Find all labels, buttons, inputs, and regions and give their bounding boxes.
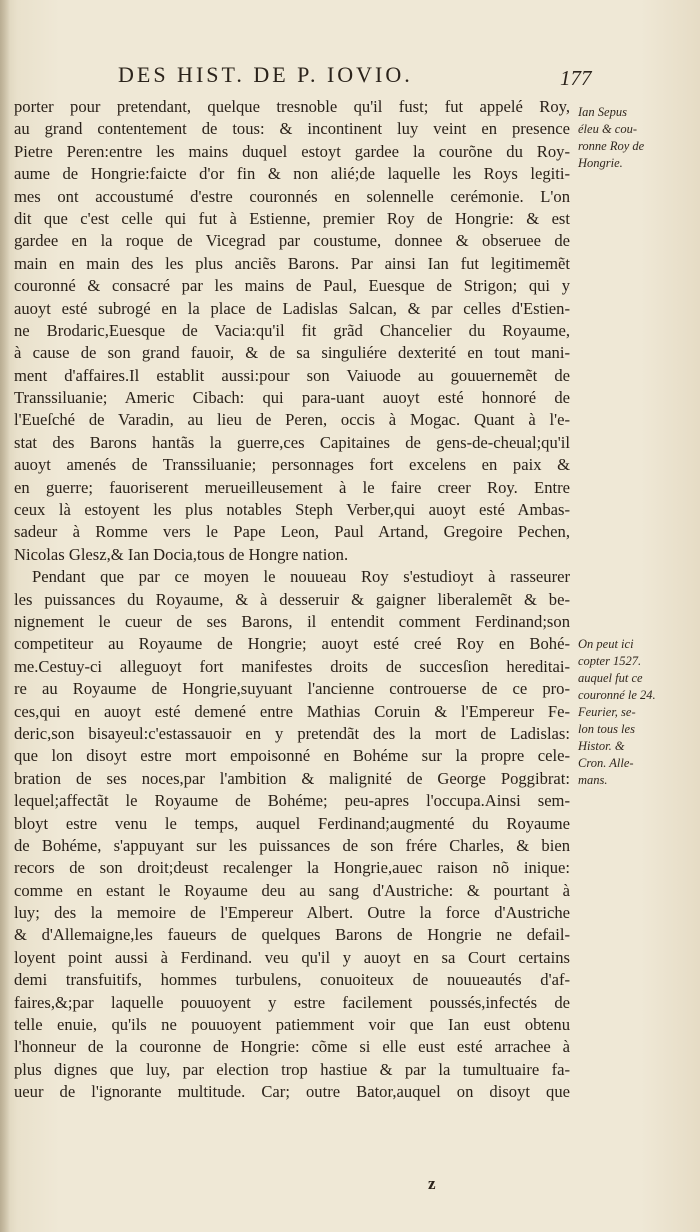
text-line: plus dignes que luy, par election trop hastiue & par la tumultuaire fa- <box>14 1059 570 1079</box>
text-line: stat des Barons hantãs la guerre,ces Capitaines de gens-de-cheual;qu'il <box>14 432 570 452</box>
text-line: Pendant que par ce moyen le nouueau Roy s'estudioyt à rasseurer <box>32 567 570 587</box>
text-line: faires,&;par laquelle pouuoyent y estre facilement poussés,infectés de <box>14 992 570 1012</box>
text-line: que lon disoyt estre mort empoisonné en Bohéme sur la propre cele- <box>14 746 570 766</box>
text-line: gardee en la roque de Vicegrad par coustume, donnee & obseruee de <box>14 231 570 251</box>
text-line: recors de son droit;deust recalenger la Hongrie,auec raison nõ inique: <box>14 858 570 878</box>
margin-note-line: Hongrie. <box>578 156 623 170</box>
text-line: au grand contentement de tous: & incontinent luy veint en presence <box>14 119 570 139</box>
text-line: main en main des les plus anciẽs Barons. Par ainsi Ian fut legitimemẽt <box>14 253 570 273</box>
text-line: bration de ses noces,par l'ambition & malignité de George Poggibrat: <box>14 768 570 788</box>
text-line: ceux là estoyent les plus notables Steph Verber,qui auoyt esté Ambas- <box>14 500 570 520</box>
text-line: l'honneur de la couronne de Hongrie: cõme si elle eust esté arrachee à <box>14 1037 570 1057</box>
text-line: à cause de son grand fauoir, & de sa singuliére dexterité en tout mani- <box>14 343 570 363</box>
text-line: deric,son bisayeul:c'estassauoir en y pretendãt des la mort de Ladislas: <box>14 723 570 743</box>
text-line: Nicolas Glesz,& Ian Docia,tous de Hongre nation. <box>14 544 349 564</box>
text-line: en guerre; fauoriserent merueilleusement à le faire creer Roy. Entre <box>14 477 570 497</box>
text-line: porter pour pretendant, quelque tresnoble qu'il fust; fut appelé Roy, <box>14 97 570 116</box>
margin-note-line: lon tous les <box>578 722 635 736</box>
text-line: les puissances du Royaume, & à desseruir & gaigner liberalemẽt & be- <box>14 589 570 609</box>
running-head: DES HIST. DE P. IOVIO. <box>118 62 413 87</box>
margin-note-line: copter 1527. <box>578 654 642 668</box>
text-line: Pietre Peren:entre les mains duquel estoyt gardee la courõne du Roy- <box>14 141 570 161</box>
text-line: ueur de l'ignorante multitude. Car; outre Bator,auquel on disoyt que <box>14 1082 570 1102</box>
margin-note-line: éleu & cou- <box>578 122 638 136</box>
gutter-shadow <box>0 0 10 1232</box>
text-line: couronné & consacré par les mains de Paul, Euesque de Strigon; qui y <box>14 276 570 296</box>
text-line: me.Cestuy-ci alleguoyt fort manifestes droits de succesſion hereditai- <box>14 656 570 676</box>
margin-note-line: ronne Roy de <box>578 139 645 153</box>
text-line: Transsiluanie; Americ Cibach: qui para-uant auoyt esté honnoré de <box>14 388 570 408</box>
text-line: luy; des la memoire de l'Empereur Albert. Outre la force d'Austriche <box>14 903 570 923</box>
text-line: re au Royaume de Hongrie,suyuant l'ancienne controuerse de ce pro- <box>14 679 570 699</box>
margin-note-line: Ian Sepus <box>578 105 627 119</box>
text-line: de Bohéme, s'appuyant sur les puissances de son frére Charles, & bien <box>14 835 570 855</box>
margin-note-line: Cron. Alle- <box>578 756 634 770</box>
text-line: comme en estant le Royaume deu au sang d'Austriche: & pourtant à <box>14 880 570 900</box>
text-line: bloyt estre venu le temps, auquel Ferdinand;augmenté du Royaume <box>14 813 570 833</box>
text-line: demi transfuitifs, hommes turbulens, conuoiteux de nouueautés d'af- <box>14 970 570 990</box>
text-line: nignement le cueur de ses Barons, il entendit comment Ferdinand;son <box>14 611 570 631</box>
page-number: 177 <box>560 66 592 90</box>
text-line: competiteur au Royaume de Hongrie; auoyt esté creé Roy en Bohé- <box>14 634 570 654</box>
text-line: auoyt esté subrogé en la place de Ladislas Salcan, & par celles d'Estien- <box>14 298 570 318</box>
text-line: l'Eueſché de Varadin, au lieu de Peren, occis à Mogac. Quant à l'e- <box>14 410 570 430</box>
signature-mark: z <box>428 1174 436 1193</box>
margin-note-line: Histor. & <box>578 739 625 753</box>
margin-note <box>578 636 694 789</box>
text-line: auoyt amenés de Transsiluanie; personnages fort excelens en paix & <box>14 455 570 475</box>
text-line: ces,qui en auoyt esté demené entre Mathias Coruin & l'Empereur Fe- <box>14 701 570 721</box>
margin-note <box>578 104 694 172</box>
text-line: mes ont accoustumé d'estre couronnés en solennelle cerémonie. L'on <box>14 186 570 206</box>
text-line: ne Brodaric,Euesque de Vacia:qu'il fit grãd Chancelier du Royaume, <box>14 320 570 340</box>
main-text-block <box>14 96 570 1104</box>
margin-note-line: auquel fut ce <box>578 671 643 685</box>
text-line: telle enuie, qu'ils ne pouuoyent patiemment voir que Ian eust obtenu <box>14 1015 570 1035</box>
text-line: loyent point aussi à Ferdinand. veu qu'il y auoyt en sa Court certains <box>14 947 570 967</box>
text-line: aume de Hongrie:faicte d'or fin & non alié;de laquelle les Roys legiti- <box>14 164 570 184</box>
margin-note-line: mans. <box>578 773 608 787</box>
margin-note-line: couronné le 24. <box>578 688 656 702</box>
text-line: dit que c'est celle qui fut à Estienne, premier Roy de Hongrie: & est <box>14 208 570 228</box>
text-line: sadeur à Romme vers le Pape Leon, Paul Artand, Gregoire Pechen, <box>14 522 570 542</box>
text-line: ment d'affaires.Il establit aussi:pour son Vaiuode au gouuernemẽt de <box>14 365 570 385</box>
text-line: & d'Allemaigne,les faueurs de quelques Barons de Hongrie ne defail- <box>14 925 570 945</box>
text-line: lequel;affectãt le Royaume de Bohéme; peu-apres l'occupa.Ainsi sem- <box>14 791 570 811</box>
margin-note-line: On peut ici <box>578 637 634 651</box>
margin-note-line: Feurier, se- <box>578 705 636 719</box>
